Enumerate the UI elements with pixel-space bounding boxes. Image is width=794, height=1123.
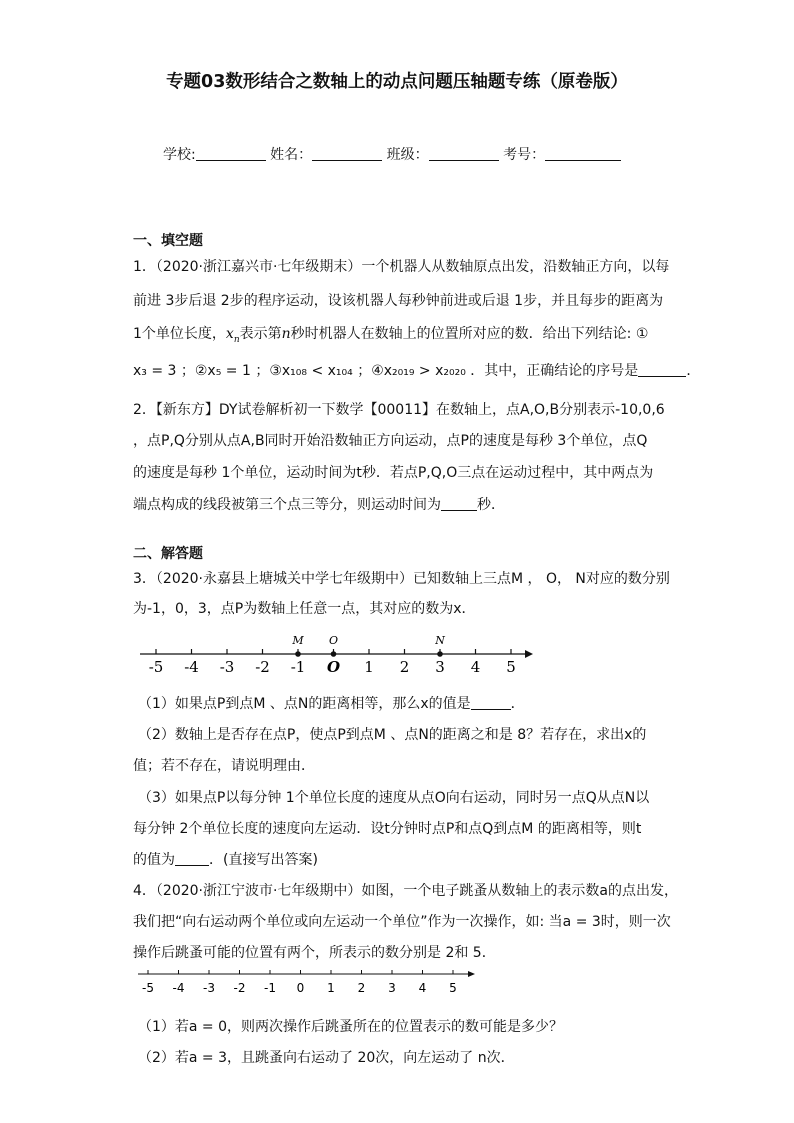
school-field[interactable] [196,146,266,161]
q1-answer-blank[interactable] [638,362,686,377]
q4-line-3: 操作后跳蚤可能的位置有两个，所表示的数分别是 2和 5． [133,945,496,961]
q2-answer-blank[interactable] [441,496,477,511]
tick-label: -3 [203,981,215,995]
class-field[interactable] [429,146,499,161]
tick-label: -2 [255,658,270,676]
class-label: 班级： [386,147,429,163]
section-fill-blank: 一、填空题 [133,233,203,249]
q1-line-1: 1．（2020·浙江嘉兴市·七年级期末）一个机器人从数轴原点出发，沿数轴正方向，以每 [133,259,670,275]
q4-sub-1: （1）若a = 0，则两次操作后跳蚤所在的位置表示的数可能是多少？ [138,1019,564,1035]
tick-label: -4 [184,658,199,676]
school-label: 学校: [163,147,196,163]
q3-sub-3c: 的值为 ．(直接写出答案) [133,852,318,868]
arrow-right-icon [468,971,475,977]
q3-answer-blank-3[interactable] [175,851,209,866]
number-line-1 [140,630,540,680]
q1-line-2: 前进 3步后退 2步的程序运动，设该机器人每秒钟前进或后退 1步，并且每步的距离为 [133,293,664,309]
point-label: O [328,634,339,647]
q2-line-3: 的速度是每秒 1个单位，运动时间为t秒．若点P,Q,O三点在运动过程中，其中两点为 [133,465,654,481]
name-field[interactable] [312,146,382,161]
q1-line-3: 1个单位长度，$x_n$表示第n秒时机器人在数轴上的位置所对应的数．给出下列结论: ① [133,326,649,345]
q3-sub-1: （1）如果点P到点M 、点N的距离相等，那么x的值是 ． [138,696,525,712]
tick-label: 5 [506,658,516,676]
arrow-right-icon [525,650,533,658]
tick-label: 5 [449,981,457,995]
tick-label: 2 [357,981,366,995]
q2-line-2: ，点P,Q分别从点A,B同时开始沿数轴正方向运动，点P的速度是每秒 3个单位，点Q [133,433,648,449]
tick-label: -5 [148,658,164,676]
tick-label: 3 [435,658,445,676]
tick-label: 4 [418,981,427,995]
q3-answer-blank-1[interactable] [471,695,511,710]
q3-sub-3b: 每分钟 2个单位长度的速度向左运动．设t分钟时点P和点Q到点M 的距离相等，则t [133,821,642,837]
header-info [163,144,621,164]
tick-label: 2 [399,658,410,676]
q4-line-1: 4．（2020·浙江宁波市·七年级期中）如图，一个电子跳蚤从数轴上的表示数a的点出发， [133,883,679,899]
number-line-2 [138,964,488,1000]
q2-line-1: 2．【新东方】DY试卷解析初一下数学【00011】在数轴上，点A,O,B分别表示-10,0,6 [133,402,665,418]
tick-label: 0 [296,981,305,995]
name-label: 姓名： [270,147,313,163]
q4-sub-2: （2）若a = 3，且跳蚤向右运动了 20次，向左运动了 n次． [138,1050,515,1066]
tick-label: -1 [264,981,276,995]
q2-line-4: 端点构成的线段被第三个点三等分，则运动时间为 秒． [133,497,505,513]
exam-no-label: 考号： [503,147,546,163]
tick-label: 1 [364,658,374,676]
q3-line-2: 为-1，0，3，点P为数轴上任意一点，其对应的数为x． [133,601,476,617]
tick-label: -4 [172,981,185,995]
tick-label: -3 [219,658,235,676]
point-label: M [292,634,304,647]
tick-label: 4 [470,658,481,676]
point-dot [295,651,301,657]
tick-label: -5 [142,981,154,995]
tick-label: O [326,658,341,676]
tick-label: 1 [327,981,335,995]
q3-sub-2b: 值；若不存在，请说明理由． [133,758,315,774]
page-title: 专题03数形结合之数轴上的动点问题压轴题专练（原卷版） [166,72,628,92]
tick-label: -1 [290,658,306,676]
q4-line-2: 我们把“向右运动两个单位或向左运动一个单位”作为一次操作，如: 当a = 3时，则一次 [133,914,671,930]
point-dot [331,651,337,657]
q1-line-4: x₃ = 3 ；②x₅ = 1 ；③x₁₀₈ < x₁₀₄ ；④x₂₀₁₉ > x₂₀₂₀ ．其中，正确结论的序号是 ． [133,363,701,379]
tick-label: -2 [233,981,246,995]
q3-sub-3a: （3）如果点P以每分钟 1个单位长度的速度从点O向右运动，同时另一点Q从点N以 [138,790,650,806]
tick-label: 3 [388,981,396,995]
point-label: N [435,634,445,647]
section-answer: 二、解答题 [133,546,203,562]
exam-no-field[interactable] [545,146,621,161]
point-dot [437,651,443,657]
q3-sub-2a: （2）数轴上是否存在点P，使点P到点M 、点N的距离之和是 8？若存在，求出x的 [138,727,647,743]
q3-line-1: 3．（2020·永嘉县上塘城关中学七年级期中）已知数轴上三点M ， O， N对应的数分别 [133,571,670,587]
